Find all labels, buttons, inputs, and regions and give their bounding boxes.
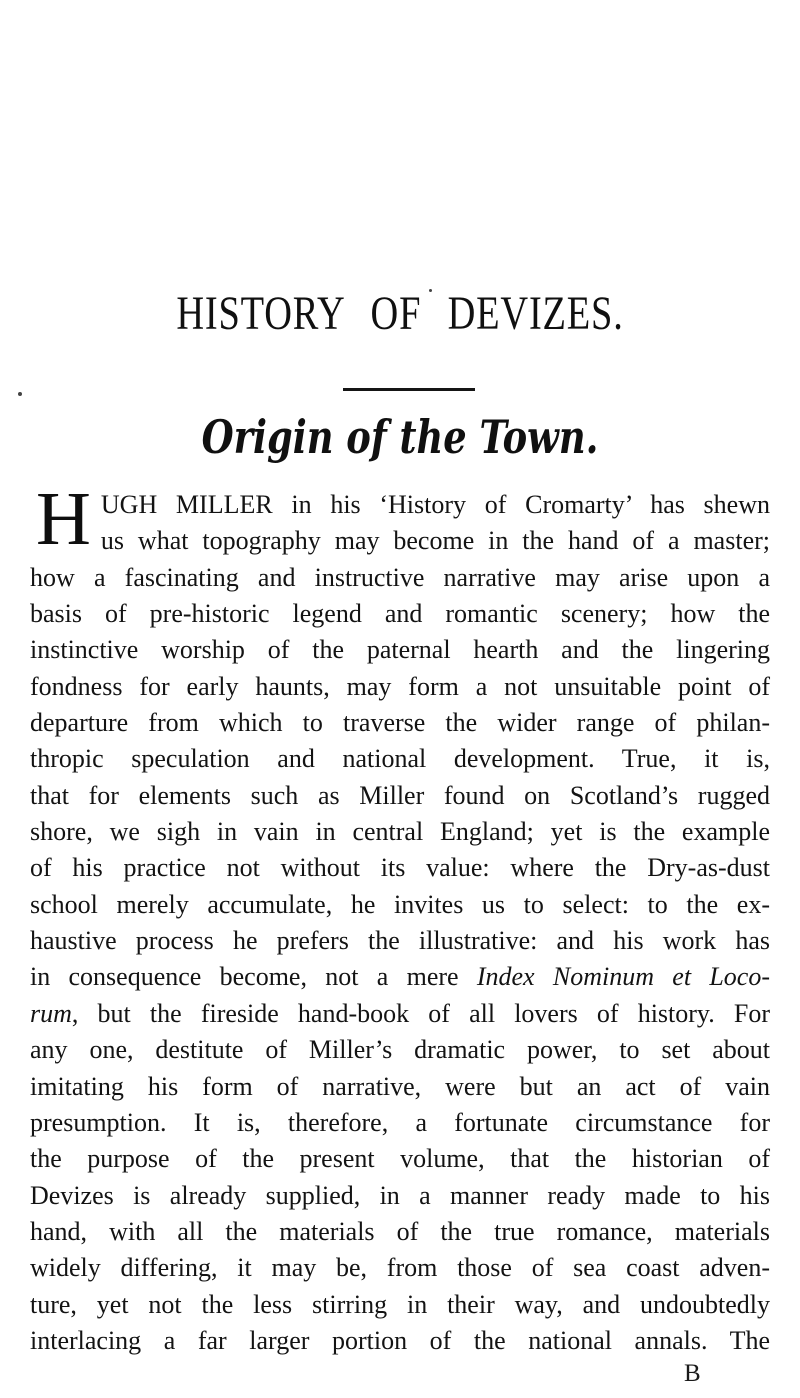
body-text-segment: any one, destitute of Miller’s dramatic power, to set about xyxy=(30,1035,770,1065)
body-text-segment: , but the fireside hand-book of all lovers of history. For xyxy=(71,998,770,1028)
body-text-segment: how a fascinating and instructive narrative may arise upon a xyxy=(30,562,770,592)
body-text-segment: imitating his form of narrative, were but an act of vain xyxy=(30,1071,770,1101)
section-heading: Origin of the Town. xyxy=(201,410,599,464)
text-line xyxy=(30,487,770,523)
body-text-segment: presumption. It is, therefore, a fortunate circumstance for xyxy=(30,1107,770,1137)
body-text-segment: instinctive worship of the paternal hearth and the lingering xyxy=(30,635,770,665)
italic-text: Index Nominum et Loco- xyxy=(476,962,770,992)
italic-text: rum xyxy=(30,998,72,1028)
body-text-segment: ture, yet not the less stirring in their way, and undoubtedly xyxy=(30,1289,770,1319)
body-text-segment: that for elements such as Miller found on Scotland’s rugged xyxy=(30,780,770,810)
body-text-segment: hand, with all the materials of the true romance, materials xyxy=(30,1216,770,1246)
text-line xyxy=(30,560,770,596)
divider-rule xyxy=(343,388,475,391)
body-text-segment: widely differing, it may be, from those of sea coast adven- xyxy=(30,1253,770,1283)
text-line xyxy=(30,887,770,923)
body-text-segment: departure from which to traverse the wider range of philan- xyxy=(30,708,770,738)
body-text-segment: fondness for early haunts, may form a not unsuitable point of xyxy=(30,671,770,701)
signature-mark: B xyxy=(684,1360,701,1387)
body-text-segment: shore, we sigh in vain in central England; yet is the example xyxy=(30,817,770,847)
body-text-segment: interlacing a far larger portion of the national annals. The xyxy=(30,1325,770,1355)
scan-speck xyxy=(18,392,22,396)
body-text-segment: thropic speculation and national development. True, it is, xyxy=(30,744,770,774)
text-line xyxy=(30,632,770,668)
page-title: HISTORY OF DEVIZES. xyxy=(176,287,624,340)
paragraph-lines xyxy=(30,477,770,1359)
body-text-segment: school merely accumulate, he invites us to select: to the ex- xyxy=(30,889,770,919)
text-line xyxy=(30,1178,770,1214)
text-line xyxy=(30,596,770,632)
text-line xyxy=(30,1032,770,1068)
text-line xyxy=(30,1069,770,1105)
text-line xyxy=(30,959,770,995)
body-text-segment: of his practice not without its value: where the Dry-as-dust xyxy=(30,853,770,883)
text-line xyxy=(30,1214,770,1250)
text-line xyxy=(30,778,770,814)
text-line xyxy=(30,741,770,777)
body-text-segment: basis of pre-historic legend and romantic scenery; how the xyxy=(30,599,770,629)
text-line xyxy=(30,1250,770,1286)
text-line xyxy=(30,705,770,741)
text-line xyxy=(30,1323,770,1359)
text-line xyxy=(30,1287,770,1323)
text-line xyxy=(30,923,770,959)
body-text-segment: us what topography may become in the hand of a master; xyxy=(100,526,770,556)
drop-cap: H xyxy=(36,477,91,561)
text-line xyxy=(30,1141,770,1177)
body-text-segment: haustive process he prefers the illustrative: and his work has xyxy=(30,926,770,956)
body-text-segment: Devizes is already supplied, in a manner ready made to his xyxy=(30,1180,770,1210)
text-line xyxy=(30,523,770,559)
text-line xyxy=(30,996,770,1032)
body-text-segment: the purpose of the present volume, that the historian of xyxy=(30,1144,770,1174)
text-line xyxy=(30,1105,770,1141)
text-line xyxy=(30,814,770,850)
body-text-segment: in consequence become, not a mere xyxy=(30,962,477,992)
text-line xyxy=(30,669,770,705)
text-line xyxy=(30,850,770,886)
body-text-segment: UGH MILLER in his ‘History of Cromarty’ has shewn xyxy=(100,490,770,519)
paragraph xyxy=(30,477,770,1359)
